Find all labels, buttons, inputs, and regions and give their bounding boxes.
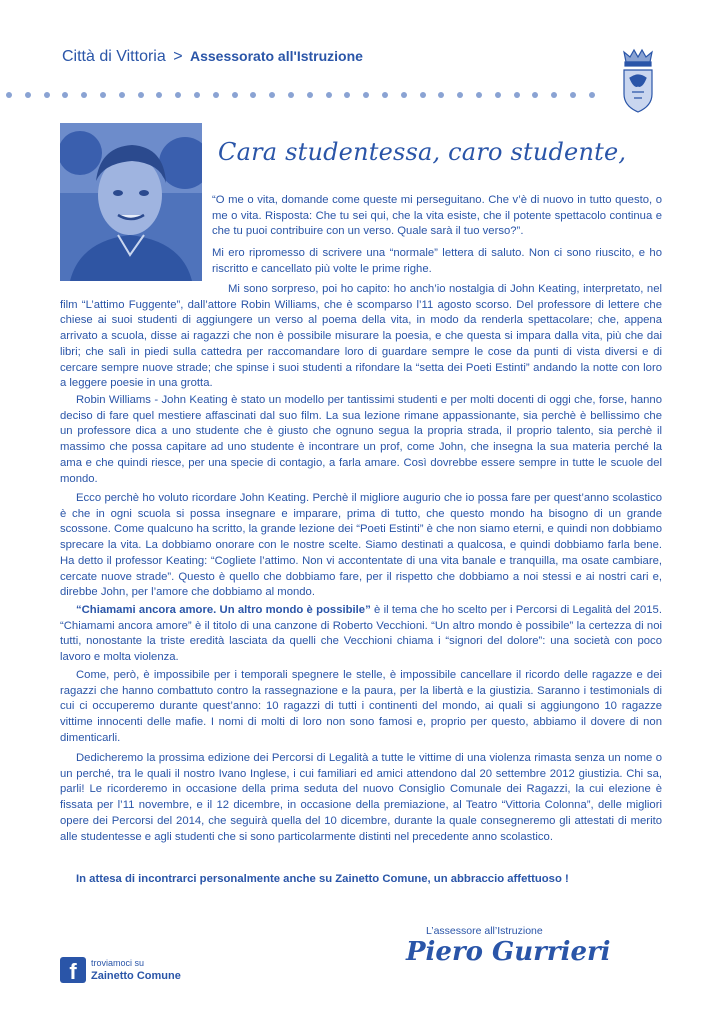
intro-paragraph: Mi ero ripromesso di scrivere una “normale” lettera di saluto. Non ci sono riuscito, e ho riscritto e cancellato più volte le prime righe.	[212, 247, 662, 275]
theme-title: “Chiamami ancora amore. Un altro mondo è possibile”	[76, 604, 371, 616]
divider-dot	[6, 92, 12, 98]
signature-name: Piero Gurrieri	[406, 937, 611, 967]
divider-dot	[62, 92, 68, 98]
divider-dot	[25, 92, 31, 98]
paragraph-4-text: è il tema che ho scelto per i Percorsi di Legalità del 2015. “Chiamami ancora amore” è il titolo di una canzone di Roberto Vecchioni. “Un altro mondo è possibile” la certezza di noi tutti, nonostante la triste eredità lasciata da quelli che Vecchioni chiama i “signori del dolore”: una società con poco lavoro e molta violenza.	[60, 604, 662, 664]
divider-dot	[532, 92, 538, 98]
divider-dot	[363, 92, 369, 98]
divider-dot	[44, 92, 50, 98]
breadcrumb-separator: >	[173, 48, 183, 65]
divider-dot	[138, 92, 144, 98]
divider-dot	[100, 92, 106, 98]
divider-dot	[175, 92, 181, 98]
divider-dot	[570, 92, 576, 98]
divider-dot	[514, 92, 520, 98]
divider-dot	[401, 92, 407, 98]
paragraph-6: Dedicheremo la prossima edizione dei Percorsi di Legalità a tutte le vittime di una violenza rimasta senza un nome o un perché, tra le quali il nostro Ivano Inglese, i cui familiari ed amici attendono dal 20 settembre 2012 giustizia. Chi sa, parli! Le ricorderemo in occasione della prima seduta del nuovo Consiglio Comunale dei Ragazzi, la cui elezione è fissata per l’11 novembre, e il 12 dicembre, in occasione della premiazione, al Teatro “Vittoria Colonna”, delle migliori opere dei Percorsi del 2014, che seguirà quella del 10 dicembre, durante la quale consegneremo gli attestati di merito alle studentesse e agli studenti che si sono particolarmente distinti nel precedente anno scolastico.	[60, 752, 662, 843]
paragraph-2: Robin Williams - John Keating è stato un modello per tantissimi studenti e per molti docenti di oggi che, forse, hanno deciso di fare quel mestiere affascinati dal suo film. La sua lezione rimane appassionante, sia perchè è bellissimo che un professore dica a uno studente che è giusto che ognuno segua la propria strada, il proprio talento, sia perchè il massimo che possa capitare ad uno studente è incontrare un prof, come John, che insegna la sua materia perché la ama e che quindi riesce, per una specie di contagio, a farla amare. Così dovrebbe essere sempre in tutte le scuole del mondo.	[60, 394, 662, 485]
divider-dot	[288, 92, 294, 98]
divider-dot	[81, 92, 87, 98]
divider-dot	[420, 92, 426, 98]
divider-dot	[269, 92, 275, 98]
paragraph-1: Mi sono sorpreso, poi ho capito: ho anch’io nostalgia di John Keating, interpretato, nel film “L’attimo Fuggente”, dall’attore Robin Williams, che è scomparso l’11 agosto scorso. Del professore di lettere che chiese ai suoi studenti di aggiungere un verso al poema della vita, in modo da renderla spettacolare; che, appena arrivato a scuola, disse ai ragazzi che non è possibile misurare la poesia, e che questa si impara dalla vita, più che dai libri; che salì in piedi sulla cattedra per raccomandare loro di guardare sempre le cose da punti di vista diversi e di cercare sempre nuove strade; che spinse i suoi studenti a rifondare la “setta dei Poeti Estinti” andando la notte con loro a leggere poesie in una grotta.	[60, 283, 662, 390]
intro-quote: “O me o vita, domande come queste mi perseguitano. Che v’è di nuovo in tutto questo, o me o vita. Risposta: Che tu sei qui, che la vita esiste, che il potente spettacolo continua e che tu puoi contribuire con un verso. Quale sarà il tuo verso?”.	[212, 194, 662, 238]
facebook-link[interactable]	[91, 958, 181, 982]
divider-dot	[551, 92, 557, 98]
city-name: Città di Vittoria	[62, 48, 166, 65]
facebook-icon[interactable]: f	[60, 957, 86, 983]
paragraph-4	[60, 603, 662, 666]
author-photo	[60, 123, 202, 281]
divider-dot	[307, 92, 313, 98]
divider-dot	[250, 92, 256, 98]
letter-title: Cara studentessa, caro studente,	[218, 138, 627, 166]
divider-dot	[589, 92, 595, 98]
divider-dot	[476, 92, 482, 98]
paragraph-3: Ecco perchè ho voluto ricordare John Keating. Perchè il migliore augurio che io possa fare per quest’anno scolastico è che in ogni scuola si possa insegnare e imparare, prima di tutto, che questo mondo ha bisogno di un grande scossone. Come qualcuno ha scritto, la grande lezione dei “Poeti Estinti” è che non siamo eterni, e quindi non dobbiamo sprecare la vita. La dobbiamo onorare con le nostre scelte. Siamo destinati a qualcosa, e quindi dobbiamo farla bene. Ha detto il professor Keating: “Cogliete l’attimo. Non vi accontentate di una vita banale e tranquilla, ma osate cambiare, cercate nuove strade”. Questo è quello che dobbiamo fare, per il rispetto che dobbiamo a noi stessi e ai nostri cari e, direbbe John, per l’amore che dobbiamo al mondo.	[60, 492, 662, 599]
divider-dot	[213, 92, 219, 98]
closing-line: In attesa di incontrarci personalmente anche su Zainetto Comune, un abbraccio affettuoso !	[76, 873, 569, 885]
divider-dot	[119, 92, 125, 98]
divider-dot	[457, 92, 463, 98]
facebook-page-name: Zainetto Comune	[91, 970, 181, 982]
divider-dot	[382, 92, 388, 98]
signature-role: L’assessore all’Istruzione	[426, 925, 543, 937]
divider-dot	[326, 92, 332, 98]
facebook-caption: troviamoci su	[91, 958, 145, 968]
dotted-divider	[0, 92, 610, 104]
divider-dot	[495, 92, 501, 98]
divider-dot	[156, 92, 162, 98]
office-name: Assessorato all'Istruzione	[190, 48, 363, 64]
city-crest-icon	[620, 48, 656, 114]
divider-dot	[194, 92, 200, 98]
divider-dot	[438, 92, 444, 98]
paragraph-5: Come, però, è impossibile per i temporali spegnere le stelle, è impossibile cancellare il ricordo delle ragazze e dei ragazzi che hanno combattuto contro la rassegnazione e la paura, per la libertà e la giustizia. Saranno i testimonials di cui ci occuperemo durante quest’anno: 10 ragazzi di tutti i continenti del mondo, ai quali si aggiungono 10 ragazze vittime innocenti delle mafie. I nomi di molti di loro non sono famosi e, proprio per questo, abbiamo il dovere di non dimenticarli.	[60, 669, 662, 744]
divider-dot	[232, 92, 238, 98]
divider-dot	[344, 92, 350, 98]
page-header	[62, 48, 363, 66]
